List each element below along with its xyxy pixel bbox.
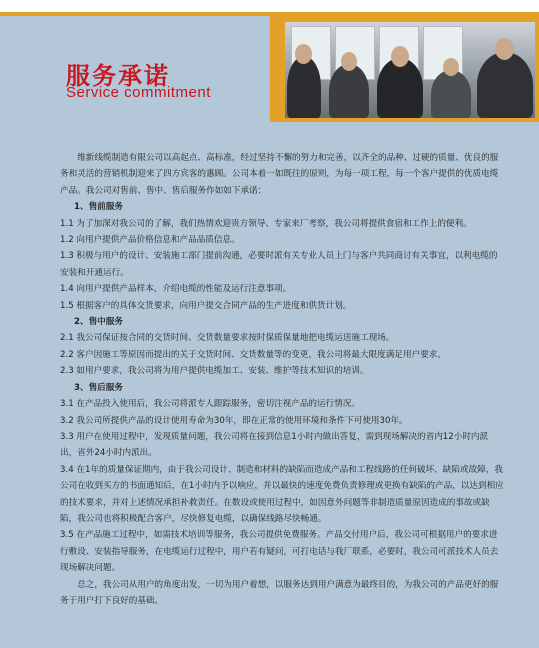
list-item: 3.1 在产品投入使用后，我公司将派专人跟踪服务，密切注视产品的运行情况。 <box>60 399 360 410</box>
list-item: 1.4 向用户提供产品样本，介绍电缆的性能及运行注意事项。 <box>60 284 292 295</box>
page-title-en: Service commitment <box>66 84 211 101</box>
list-item: 3.3 用户在使用过程中，发现质量问题，我公司将在接到信息1小时内做出答复，需到现场解决的省内12小时内派出，省外24小时内派出。 <box>60 431 489 459</box>
list-item: 1.1 为了加深对我公司的了解，我们热情欢迎贵方领导、专家来厂考察，我公司将提供食宿和工作上的便利。 <box>60 218 472 229</box>
person-head <box>495 38 514 60</box>
list-item: 3.2 我公司所提供产品的设计使用寿命为30年，即在正常的使用环境和条件下可使用30年。 <box>60 415 408 426</box>
list-item: 3.4 在1年的质量保证期内，由于我公司设计、制造和材料的缺陷而造成产品和工程线路的任何破坏、缺陷或故障，我公司在收到买方的书面通知后，在1小时内予以响应，并以最快的速度免费负责修理或更换有缺陷的产品，以达到相应的技术要求，并对上述情况承担补救责任。在数设或使用过程中，如因意外问题等非制造质量原因造成的事故或缺陷，我公司也将积极配合客户，尽快修复电缆，以确保线路尽快畅通。 <box>60 464 504 524</box>
person-silhouette <box>377 58 423 118</box>
list-item: 2.2 客户因施工等原因而提出的关于交货时间、交货数量等的变更，我公司将最大限度满足用户要求。 <box>60 349 446 360</box>
page-title-cn: 服务承诺 <box>66 62 170 90</box>
person-head <box>341 52 357 71</box>
list-item: 1.5 根据客户的具体交货要求，向用户提交合同产品的生产进度和供货计划。 <box>60 300 352 311</box>
top-white-band <box>0 0 539 12</box>
section-heading-presale: 1、售前服务 <box>74 202 123 213</box>
conclusion-paragraph: 总之，我公司从用户的角度出发，一切为用户着想，以服务达到用户满意为最终目的，为我公司的产品更好的服务于用户打下良好的基础。 <box>60 579 499 606</box>
person-silhouette <box>287 56 321 118</box>
content-body <box>60 150 505 609</box>
person-head <box>443 58 459 76</box>
section-heading-insale: 2、售中服务 <box>74 317 123 328</box>
person-silhouette <box>477 52 533 118</box>
person-head <box>391 46 409 67</box>
business-meeting-photo <box>285 22 535 118</box>
list-item: 1.3 积极与用户的设计、安装施工部门提前沟通，必要时派有关专业人员上门与客户共同商讨有关事宜，以利电缆的安装和开通运行。 <box>60 251 498 278</box>
list-item: 2.1 我公司保证按合同的交货时间、交货数量要求按时保质保量地把电缆运送施工现场。 <box>60 333 395 344</box>
intro-paragraph: 维新线缆制造有限公司以高起点、高标准，经过坚持不懈的努力和完善，以齐全的品种、过硬的质量、优良的服务和灵活的营销机制迎来了四方宾客的惠顾。公司本着一如既往的原则，为每一项工程，每一个客户提供的优质电缆产品。我公司对售前、售中、售后服务作如如下承诺： <box>60 153 499 196</box>
section-heading-aftersale: 3、售后服务 <box>74 382 123 393</box>
list-item: 3.5 在产品施工过程中，如需技术培训等服务，我公司提供免费服务。产品交付用户后，我公司可根据用户的要求进行敷设、安装指导服务，在电缆运行过程中，用户若有疑问，可打电话与我厂联系，必要时，我公司可派技术人员去现场解决问题。 <box>60 530 499 574</box>
person-silhouette <box>329 64 369 118</box>
list-item: 2.3 如用户要求，我公司将为用户提供电缆加工、安装、维护等技术知识的培训。 <box>60 366 369 377</box>
person-head <box>295 44 312 64</box>
person-silhouette <box>431 70 471 118</box>
list-item: 1.2 向用户提供产品价格信息和产品品质信息。 <box>60 235 240 246</box>
